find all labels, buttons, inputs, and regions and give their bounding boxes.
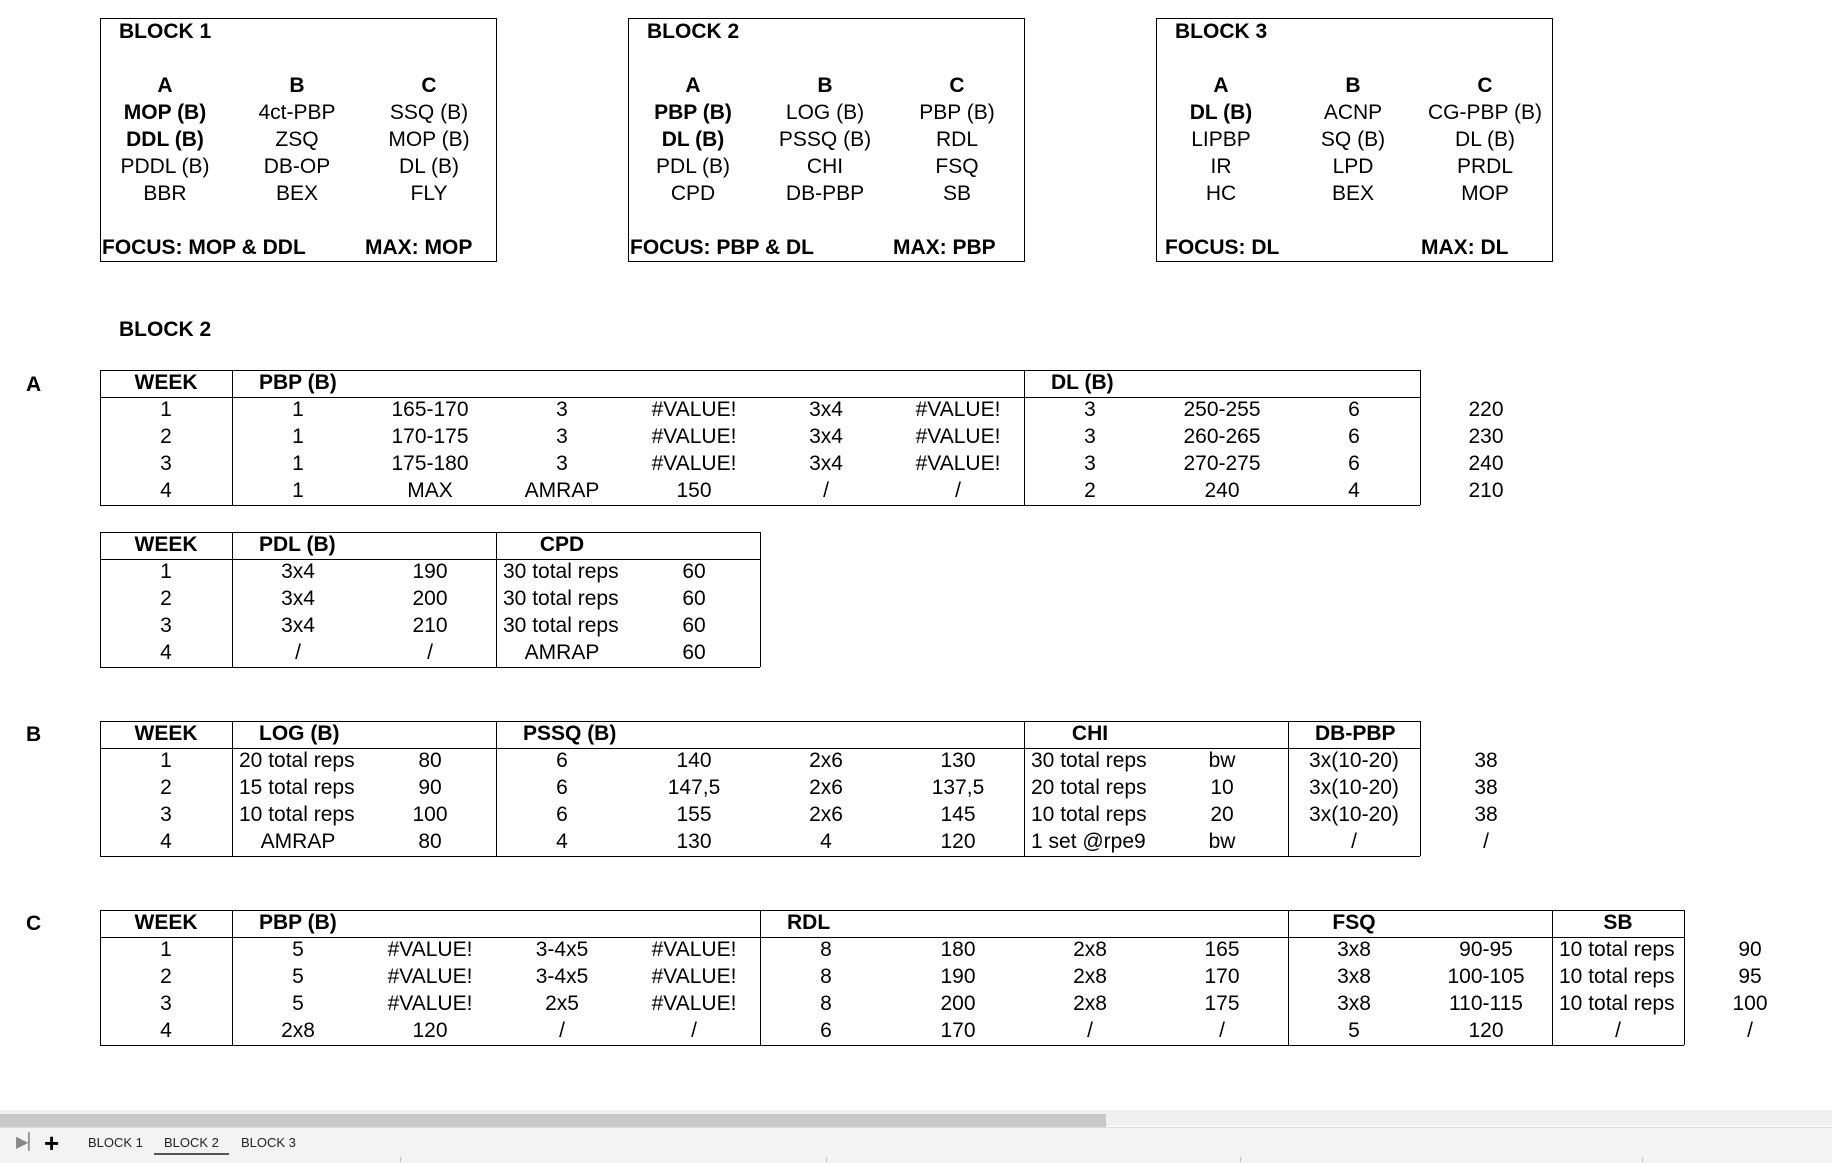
table-cell[interactable]: 155 xyxy=(676,803,712,826)
summary-title: BLOCK 3 xyxy=(1175,20,1268,43)
summary-max: MAX: MOP xyxy=(365,236,473,259)
table-cell[interactable]: AMRAP xyxy=(524,479,600,502)
table-cell[interactable]: 6 xyxy=(556,749,568,772)
table-cell[interactable]: / xyxy=(1483,830,1489,853)
summary-exercise[interactable]: LIPBP xyxy=(1191,128,1251,151)
table-cell[interactable]: #VALUE! xyxy=(915,452,1001,475)
summary-exercise[interactable]: DB-OP xyxy=(263,155,331,178)
table-cell[interactable]: 10 total reps xyxy=(239,803,355,826)
table-cell[interactable]: 38 xyxy=(1474,803,1498,826)
table-cell[interactable]: 3 xyxy=(556,425,568,448)
grid-line-v xyxy=(100,532,101,667)
summary-exercise[interactable]: ZSQ xyxy=(275,128,319,151)
table-cell[interactable]: 3 xyxy=(160,614,172,637)
table-cell[interactable]: AMRAP xyxy=(524,641,600,664)
table-cell[interactable]: 190 xyxy=(940,965,976,988)
table-cell[interactable]: 240 xyxy=(1204,479,1240,502)
table-cell[interactable]: #VALUE! xyxy=(651,398,737,421)
table-cell[interactable]: 2 xyxy=(160,776,172,799)
table-cell[interactable]: 1 xyxy=(160,938,172,961)
table-cell[interactable]: 3 xyxy=(1084,398,1096,421)
table-cell[interactable]: 1 xyxy=(160,560,172,583)
table-cell[interactable]: 4 xyxy=(160,1019,172,1042)
summary-max: MAX: PBP xyxy=(893,236,996,259)
grid-line-h xyxy=(100,856,1420,857)
day-a-label: A xyxy=(26,373,42,396)
column-header-week: WEEK xyxy=(134,533,198,556)
table-cell[interactable]: 1 xyxy=(292,425,304,448)
table-cell[interactable]: 210 xyxy=(1468,479,1504,502)
table-cell[interactable]: 8 xyxy=(820,992,832,1015)
column-header-chi: CHI xyxy=(1071,722,1109,745)
summary-exercise[interactable]: PDDL (B) xyxy=(120,155,210,178)
table-cell[interactable]: 1 xyxy=(292,479,304,502)
table-cell[interactable]: 6 xyxy=(1348,452,1360,475)
summary-focus: FOCUS: DL xyxy=(1165,236,1280,259)
table-cell[interactable]: 2x8 xyxy=(1073,992,1107,1015)
table-cell[interactable]: / xyxy=(955,479,961,502)
column-header-week: WEEK xyxy=(134,911,198,934)
table-cell[interactable]: 120 xyxy=(1468,1019,1504,1042)
table-cell[interactable]: 3 xyxy=(160,452,172,475)
table-cell[interactable]: 3x4 xyxy=(809,425,843,448)
grid-line-h xyxy=(100,667,760,668)
table-cell[interactable]: 3x4 xyxy=(809,398,843,421)
table-cell[interactable]: 8 xyxy=(820,938,832,961)
summary-exercise[interactable]: RDL xyxy=(935,128,979,151)
table-cell[interactable]: / xyxy=(823,479,829,502)
table-cell[interactable]: #VALUE! xyxy=(915,398,1001,421)
summary-max: MAX: DL xyxy=(1421,236,1509,259)
summary-exercise[interactable]: BBR xyxy=(143,182,187,205)
table-cell[interactable]: 38 xyxy=(1474,776,1498,799)
table-cell[interactable]: 80 xyxy=(418,830,442,853)
table-cell[interactable]: #VALUE! xyxy=(387,992,473,1015)
grid-line-v xyxy=(1288,721,1289,856)
ruler-tick xyxy=(1642,1157,1643,1162)
summary-exercise[interactable]: PBP (B) xyxy=(654,101,732,124)
grid-line-v xyxy=(1684,910,1685,1045)
table-cell[interactable]: 147,5 xyxy=(667,776,721,799)
summary-exercise[interactable]: BEX xyxy=(275,182,319,205)
table-cell[interactable]: 230 xyxy=(1468,425,1504,448)
column-header-week: WEEK xyxy=(134,722,198,745)
table-cell[interactable]: 100-105 xyxy=(1447,965,1525,988)
summary-exercise[interactable]: IR xyxy=(1210,155,1232,178)
table-cell[interactable]: 100 xyxy=(1732,992,1768,1015)
table-cell[interactable]: 5 xyxy=(292,965,304,988)
table-cell[interactable]: 1 xyxy=(292,452,304,475)
summary-exercise[interactable]: BEX xyxy=(1331,182,1375,205)
grid-line-v xyxy=(100,721,101,856)
summary-exercise[interactable]: PRDL xyxy=(1456,155,1514,178)
table-cell[interactable]: 4 xyxy=(820,830,832,853)
table-cell[interactable]: 95 xyxy=(1738,965,1762,988)
table-cell[interactable]: 2x6 xyxy=(809,803,843,826)
scrollbar-thumb[interactable] xyxy=(0,1114,1106,1127)
table-cell[interactable]: 30 total reps xyxy=(503,614,619,637)
column-header-week: WEEK xyxy=(134,371,198,394)
table-cell[interactable]: 5 xyxy=(292,992,304,1015)
summary-column-head: C xyxy=(1477,74,1493,97)
summary-exercise[interactable]: DDL (B) xyxy=(126,128,204,151)
grid-line-v xyxy=(1420,721,1421,856)
table-cell[interactable]: / xyxy=(1747,1019,1753,1042)
table-cell[interactable]: 1 xyxy=(160,749,172,772)
table-cell[interactable]: 6 xyxy=(1348,425,1360,448)
column-header-pdl-b: PDL (B) xyxy=(259,533,336,556)
table-cell[interactable]: 10 total reps xyxy=(1559,965,1675,988)
table-cell[interactable]: 5 xyxy=(292,938,304,961)
table-cell[interactable]: 3 xyxy=(1084,425,1096,448)
grid-line-v xyxy=(496,532,497,667)
column-header-db-pbp: DB-PBP xyxy=(1315,722,1396,745)
table-cell[interactable]: 3x8 xyxy=(1337,938,1371,961)
table-cell[interactable]: #VALUE! xyxy=(651,452,737,475)
table-cell[interactable]: 10 total reps xyxy=(1031,803,1147,826)
table-cell[interactable]: 3x(10-20) xyxy=(1309,776,1399,799)
tab-nav-right-icon[interactable]: ▶▏ xyxy=(16,1134,41,1151)
table-cell[interactable]: 3-4x5 xyxy=(535,938,589,961)
table-cell[interactable]: / xyxy=(1087,1019,1093,1042)
table-cell[interactable]: 90 xyxy=(1738,938,1762,961)
table-cell[interactable]: #VALUE! xyxy=(915,425,1001,448)
table-cell[interactable]: 15 total reps xyxy=(239,776,355,799)
summary-exercise[interactable]: DL (B) xyxy=(1189,101,1253,124)
column-header-rdl: RDL xyxy=(787,911,831,934)
grid-line-v xyxy=(496,721,497,856)
table-cell[interactable]: 1 xyxy=(292,398,304,421)
table-cell[interactable]: 210 xyxy=(412,614,448,637)
summary-column-head: C xyxy=(949,74,965,97)
table-cell[interactable]: 240 xyxy=(1468,452,1504,475)
summary-exercise[interactable]: PDL (B) xyxy=(656,155,730,178)
summary-exercise[interactable]: PBP (B) xyxy=(919,101,995,124)
summary-exercise[interactable]: CHI xyxy=(806,155,844,178)
table-cell[interactable]: 250-255 xyxy=(1183,398,1261,421)
summary-exercise[interactable]: SB xyxy=(942,182,972,205)
table-cell[interactable]: 3-4x5 xyxy=(535,965,589,988)
current-block-title: BLOCK 2 xyxy=(119,318,212,341)
summary-title: BLOCK 2 xyxy=(647,20,740,43)
column-header-dl-b: DL (B) xyxy=(1051,371,1114,394)
table-cell[interactable]: 60 xyxy=(682,614,706,637)
summary-column-head: C xyxy=(421,74,437,97)
table-cell[interactable]: 120 xyxy=(940,830,976,853)
summary-exercise[interactable]: 4ct-PBP xyxy=(258,101,336,124)
column-header-sb: SB xyxy=(1603,911,1633,934)
summary-column-head: A xyxy=(157,74,173,97)
table-cell[interactable]: 6 xyxy=(556,803,568,826)
table-cell[interactable]: 3 xyxy=(556,398,568,421)
table-cell[interactable]: bw xyxy=(1208,830,1236,853)
day-c-label: C xyxy=(26,912,42,935)
table-cell[interactable]: 3x(10-20) xyxy=(1309,749,1399,772)
summary-column-head: B xyxy=(289,74,305,97)
grid-line-v xyxy=(1420,370,1421,505)
summary-exercise[interactable]: LPD xyxy=(1332,155,1374,178)
summary-exercise[interactable]: MOP (B) xyxy=(388,128,470,151)
grid-line-v xyxy=(1024,721,1025,856)
table-cell[interactable]: 30 total reps xyxy=(503,587,619,610)
table-cell[interactable]: 100 xyxy=(412,803,448,826)
table-cell[interactable]: 150 xyxy=(676,479,712,502)
grid-line-v xyxy=(760,910,761,1045)
summary-exercise[interactable]: MOP xyxy=(1461,182,1509,205)
tab-block-2[interactable]: BLOCK 2 xyxy=(154,1133,229,1155)
table-cell[interactable]: 6 xyxy=(1348,398,1360,421)
summary-focus: FOCUS: PBP & DL xyxy=(630,236,814,259)
grid-line-v xyxy=(100,910,101,1045)
summary-exercise[interactable]: CG-PBP (B) xyxy=(1428,101,1542,124)
table-cell[interactable]: 20 total reps xyxy=(1031,776,1147,799)
table-cell[interactable]: 3 xyxy=(160,803,172,826)
table-cell[interactable]: 80 xyxy=(418,749,442,772)
table-cell[interactable]: 190 xyxy=(412,560,448,583)
grid-line-h xyxy=(100,1045,1684,1046)
table-cell[interactable]: 6 xyxy=(820,1019,832,1042)
tab-block-1[interactable]: BLOCK 1 xyxy=(88,1135,143,1150)
table-cell[interactable]: / xyxy=(295,641,301,664)
table-cell[interactable]: / xyxy=(691,1019,697,1042)
summary-column-head: B xyxy=(1345,74,1361,97)
grid-line-h xyxy=(100,505,1420,506)
table-cell[interactable]: 4 xyxy=(1348,479,1360,502)
summary-exercise[interactable]: CPD xyxy=(670,182,716,205)
table-cell[interactable]: 200 xyxy=(940,992,976,1015)
table-cell[interactable]: 270-275 xyxy=(1183,452,1261,475)
table-cell[interactable]: 180 xyxy=(940,938,976,961)
table-cell[interactable]: / xyxy=(1615,1019,1621,1042)
table-cell[interactable]: 2 xyxy=(160,587,172,610)
column-header-fsq: FSQ xyxy=(1332,911,1376,934)
summary-exercise[interactable]: SQ (B) xyxy=(1320,128,1386,151)
table-cell[interactable]: / xyxy=(427,641,433,664)
table-cell[interactable]: 3x(10-20) xyxy=(1309,803,1399,826)
table-cell[interactable]: 8 xyxy=(820,965,832,988)
table-cell[interactable]: 2 xyxy=(1084,479,1096,502)
table-cell[interactable]: 165 xyxy=(1204,938,1240,961)
table-cell[interactable]: 170-175 xyxy=(391,425,469,448)
table-cell[interactable]: 3x4 xyxy=(281,560,315,583)
grid-line-h xyxy=(100,937,1684,938)
table-cell[interactable]: 3 xyxy=(1084,452,1096,475)
grid-line-v xyxy=(100,370,101,505)
table-cell[interactable]: / xyxy=(559,1019,565,1042)
table-cell[interactable]: 170 xyxy=(940,1019,976,1042)
grid-line-h xyxy=(100,532,760,533)
table-cell[interactable]: 4 xyxy=(160,830,172,853)
column-header-pbp-b: PBP (B) xyxy=(259,911,337,934)
table-cell[interactable]: 110-115 xyxy=(1449,992,1523,1015)
table-cell[interactable]: 2x6 xyxy=(809,749,843,772)
summary-exercise[interactable]: DL (B) xyxy=(399,155,459,178)
table-cell[interactable]: 90-95 xyxy=(1459,938,1513,961)
add-sheet-icon[interactable]: + xyxy=(44,1128,60,1158)
table-cell[interactable]: 130 xyxy=(940,749,976,772)
tab-block-3[interactable]: BLOCK 3 xyxy=(241,1135,296,1150)
summary-exercise[interactable]: PSSQ (B) xyxy=(778,128,872,151)
table-cell[interactable]: 3x4 xyxy=(281,587,315,610)
table-cell[interactable]: 200 xyxy=(412,587,448,610)
table-cell[interactable]: 2x8 xyxy=(1073,965,1107,988)
grid-line-v xyxy=(232,910,233,1045)
table-cell[interactable]: 120 xyxy=(412,1019,448,1042)
table-cell[interactable]: 90 xyxy=(418,776,442,799)
day-b-label: B xyxy=(26,723,42,746)
grid-line-v xyxy=(760,532,761,667)
table-cell[interactable]: 2x6 xyxy=(809,776,843,799)
table-cell[interactable]: 220 xyxy=(1468,398,1504,421)
summary-exercise[interactable]: SSQ (B) xyxy=(389,101,469,124)
column-header-cpd: CPD xyxy=(539,533,585,556)
table-cell[interactable]: 140 xyxy=(676,749,712,772)
table-cell[interactable]: 4 xyxy=(556,830,568,853)
table-cell[interactable]: AMRAP xyxy=(260,830,336,853)
table-cell[interactable]: 6 xyxy=(556,776,568,799)
table-cell[interactable]: 20 xyxy=(1210,803,1234,826)
table-cell[interactable]: 170 xyxy=(1204,965,1240,988)
grid-line-h xyxy=(100,910,1684,911)
table-cell[interactable]: 2x8 xyxy=(281,1019,315,1042)
summary-column-head: A xyxy=(1213,74,1229,97)
table-cell[interactable]: MAX xyxy=(407,479,453,502)
table-cell[interactable]: 1 set @rpe9 xyxy=(1031,830,1146,853)
summary-exercise[interactable]: MOP (B) xyxy=(123,101,207,124)
table-cell[interactable]: 260-265 xyxy=(1183,425,1261,448)
table-cell[interactable]: / xyxy=(1219,1019,1225,1042)
table-cell[interactable]: #VALUE! xyxy=(651,938,737,961)
table-cell[interactable]: 130 xyxy=(676,830,712,853)
table-cell[interactable]: 20 total reps xyxy=(239,749,355,772)
table-cell[interactable]: 3x8 xyxy=(1337,992,1371,1015)
table-cell[interactable]: 30 total reps xyxy=(1031,749,1147,772)
table-cell[interactable]: 165-170 xyxy=(391,398,469,421)
ruler-tick xyxy=(400,1157,401,1162)
ruler-tick xyxy=(1240,1157,1241,1162)
table-cell[interactable]: 3 xyxy=(160,992,172,1015)
summary-column-head: A xyxy=(685,74,701,97)
grid-line-v xyxy=(232,532,233,667)
table-cell[interactable]: 10 total reps xyxy=(1559,992,1675,1015)
table-cell[interactable]: #VALUE! xyxy=(651,965,737,988)
summary-column-head: B xyxy=(817,74,833,97)
table-cell[interactable]: #VALUE! xyxy=(387,965,473,988)
table-cell[interactable]: 10 total reps xyxy=(1559,938,1675,961)
table-cell[interactable]: 60 xyxy=(682,560,706,583)
summary-exercise[interactable]: LOG (B) xyxy=(785,101,865,124)
table-cell[interactable]: #VALUE! xyxy=(651,992,737,1015)
table-cell[interactable]: 1 xyxy=(160,398,172,421)
table-cell[interactable]: 60 xyxy=(682,587,706,610)
summary-exercise[interactable]: FLY xyxy=(410,182,448,205)
table-cell[interactable]: 175 xyxy=(1204,992,1240,1015)
summary-exercise[interactable]: DL (B) xyxy=(1455,128,1515,151)
table-cell[interactable]: 3 xyxy=(556,452,568,475)
table-cell[interactable]: 2 xyxy=(160,425,172,448)
table-cell[interactable]: 2 xyxy=(160,965,172,988)
table-cell[interactable]: 175-180 xyxy=(391,452,469,475)
table-cell[interactable]: 137,5 xyxy=(931,776,985,799)
grid-line-v xyxy=(1288,910,1289,1045)
summary-exercise[interactable]: DL (B) xyxy=(661,128,725,151)
column-header-pssq-b: PSSQ (B) xyxy=(523,722,617,745)
table-cell[interactable]: 60 xyxy=(682,641,706,664)
table-cell[interactable]: 145 xyxy=(940,803,976,826)
table-cell[interactable]: 2x8 xyxy=(1073,938,1107,961)
grid-line-v xyxy=(1024,370,1025,505)
summary-title: BLOCK 1 xyxy=(119,20,212,43)
table-cell[interactable]: 38 xyxy=(1474,749,1498,772)
table-cell[interactable]: 3x8 xyxy=(1337,965,1371,988)
grid-line-v xyxy=(232,370,233,505)
ruler-tick xyxy=(826,1157,827,1162)
grid-line-v xyxy=(232,721,233,856)
table-cell[interactable]: 4 xyxy=(160,641,172,664)
summary-exercise[interactable]: FSQ xyxy=(935,155,979,178)
column-header-pbp-b: PBP (B) xyxy=(259,371,337,394)
table-cell[interactable]: 2x5 xyxy=(545,992,579,1015)
table-cell[interactable]: / xyxy=(1351,830,1357,853)
column-header-log-b: LOG (B) xyxy=(259,722,340,745)
table-cell[interactable]: 3x4 xyxy=(281,614,315,637)
table-cell[interactable]: 5 xyxy=(1348,1019,1360,1042)
table-cell[interactable]: bw xyxy=(1208,749,1236,772)
table-cell[interactable]: 3x4 xyxy=(809,452,843,475)
summary-exercise[interactable]: DB-PBP xyxy=(785,182,865,205)
table-cell[interactable]: 10 xyxy=(1210,776,1234,799)
table-cell[interactable]: #VALUE! xyxy=(387,938,473,961)
grid-line-v xyxy=(1552,910,1553,1045)
table-cell[interactable]: #VALUE! xyxy=(651,425,737,448)
table-cell[interactable]: 30 total reps xyxy=(503,560,619,583)
table-cell[interactable]: 4 xyxy=(160,479,172,502)
summary-focus: FOCUS: MOP & DDL xyxy=(102,236,306,259)
summary-exercise[interactable]: ACNP xyxy=(1323,101,1383,124)
summary-exercise[interactable]: HC xyxy=(1205,182,1237,205)
